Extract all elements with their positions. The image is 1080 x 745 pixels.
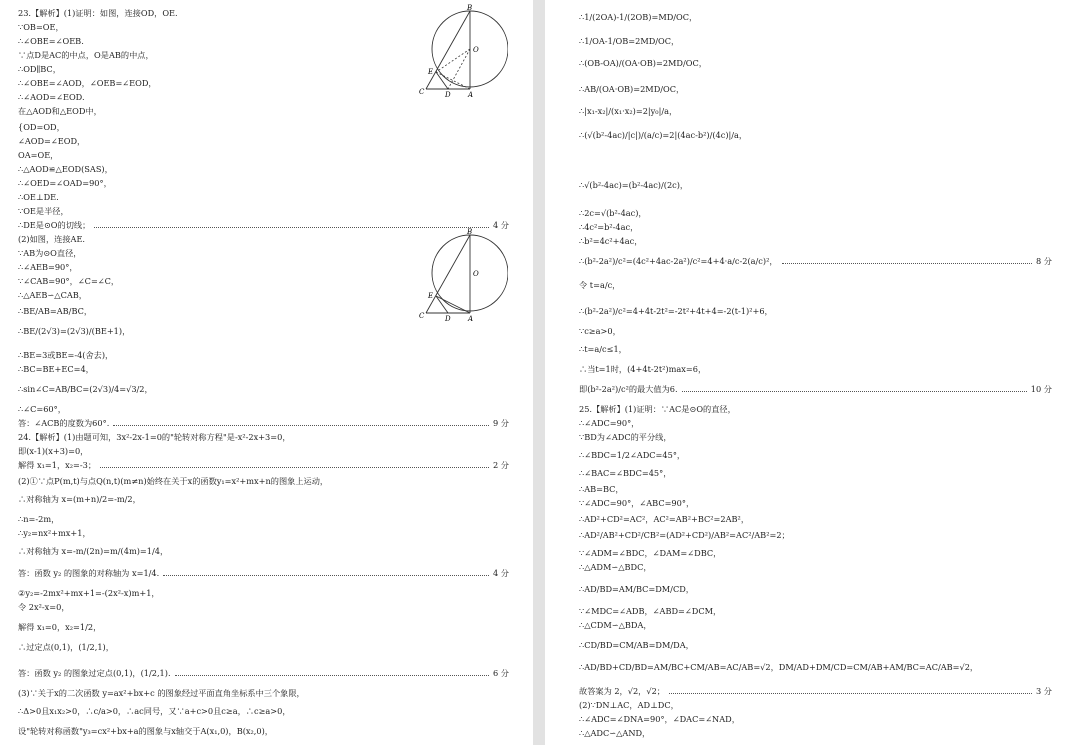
solution-line: ∴△AOD≌△EOD(SAS)， <box>18 164 113 174</box>
solution-line: ②y₂=-2mx²+mx+1=-(2x²-x)m+1， <box>18 588 160 598</box>
solution-line: 23.【解析】(1)证明：如图，连接OD，OE. <box>18 8 178 18</box>
solution-line: 设"轮转对称函数"y₃=cx²+bx+a的图象与x轴交于A(x₁,0)，B(x₂,0)， <box>18 726 273 736</box>
solution-line: ∴1/(2OA)-1/(2OB)=MD/OC， <box>579 12 698 22</box>
solution-line: ∴CD/BD=CM/AB=DM/DA， <box>579 640 694 650</box>
solution-line: ∴∠AOD=∠EOD. <box>18 92 85 102</box>
solution-line: 24.【解析】(1)由题可知，3x²-2x-1=0的"轮转对称方程"是-x²-2x+3=0， <box>18 432 291 442</box>
score-leader-dots <box>782 259 1032 264</box>
solution-line: 25.【解析】(1)证明：∵AC是⊙O的直径， <box>579 404 736 414</box>
solution-line: 令 t=a/c， <box>579 280 621 290</box>
label-B: B <box>467 4 473 12</box>
solution-line: ∴b²=4c²+4ac， <box>579 236 643 246</box>
score-label: 9 分 <box>493 418 509 428</box>
solution-line: 在△AOD和△EOD中， <box>18 106 102 116</box>
solution-line: ∴1/OA-1/OB=2MD/OC， <box>579 36 680 46</box>
solution-line: ∵∠ADC=90°，∠ABC=90°， <box>579 498 695 508</box>
solution-line: ∴AD/BD=AM/BC=DM/CD， <box>579 584 694 594</box>
score-label: 10 分 <box>1030 384 1052 394</box>
solution-line: ∴sin∠C=AB/BC=(2√3)/4=√3/2， <box>18 384 153 394</box>
solution-line: ∴2c=√(b²-4ac)， <box>579 208 647 218</box>
solution-line: (2)①∵点P(m,t)与点Q(n,t)(m≠n)始终在关于x的函数y₁=x²+mx+n的图象上运动， <box>18 476 329 486</box>
solution-line: ∴BE/AB=AB/BC， <box>18 306 93 316</box>
solution-line: ∴Δ>0且x₁x₂>0，∴c/a>0，∴ac同号，又∵a+c>0且c≥a，∴c≥a>0， <box>18 706 291 716</box>
label-A: A <box>468 315 474 322</box>
score-label: 4 分 <box>493 220 509 230</box>
solution-line: ∴y₂=nx²+mx+1， <box>18 528 91 538</box>
solution-line: ∴△ADC∽△AND， <box>579 728 651 738</box>
solution-line: ∵∠MDC=∠ADB，∠ABD=∠DCM， <box>579 606 722 616</box>
score-label: 6 分 <box>493 668 509 678</box>
solution-line: ∴∠ADC=90°， <box>579 418 640 428</box>
solution-line: ∵OB=OE， <box>18 22 64 32</box>
solution-line: ∴OD∥BC， <box>18 64 61 74</box>
page-gutter <box>533 0 545 745</box>
left-solution-lines <box>0 0 533 745</box>
label-C: C <box>419 312 425 320</box>
label-C: C <box>419 88 425 96</box>
circle-figure-1 <box>418 4 508 98</box>
solution-line: ∴(OB-OA)/(OA·OB)=2MD/OC， <box>579 58 707 68</box>
score-leader-dots <box>669 689 1032 694</box>
solution-line <box>18 668 509 678</box>
answer-page-right <box>545 0 1080 745</box>
solution-line <box>18 418 509 428</box>
circle-figure-2 <box>418 228 508 322</box>
solution-line: ∴∠BDC=1/2∠ADC=45°， <box>579 450 686 460</box>
line-text: 答：函数 y₂ 的图象过定点(0,1)，(1/2,1). <box>18 668 171 678</box>
solution-line: ∴AD/BD+CD/BD=AM/BC+CM/AB=AC/AB=√2，DM/AD+DM/CD=CM/AB+AM/BC=AC/AB=√2， <box>579 662 979 672</box>
label-D: D <box>445 91 451 98</box>
solution-line: ∴4c²=b²-4ac， <box>579 222 639 232</box>
solution-line: ∵c≥a>0， <box>579 326 621 336</box>
solution-line: ∠AOD=∠EOD， <box>18 136 86 146</box>
solution-line: ∴AB=BC， <box>579 484 624 494</box>
line-text: 即(b²-2a²)/c²的最大值为6. <box>579 384 678 394</box>
solution-line: ∴∠OBE=∠OEB. <box>18 36 84 46</box>
solution-line <box>579 256 1052 266</box>
solution-line: ∴∠ADC=∠DNA=90°，∠DAC=∠NAD， <box>579 714 740 724</box>
label-B: B <box>467 228 473 236</box>
line-text: 答：∠ACB的度数为60°. <box>18 418 110 428</box>
label-O: O <box>473 270 479 278</box>
score-leader-dots <box>175 671 489 676</box>
solution-line: ∴t=a/c≤1， <box>579 344 627 354</box>
label-O: O <box>473 46 479 54</box>
solution-line <box>579 384 1052 394</box>
solution-line: (3)∵关于x的二次函数 y=ax²+bx+c 的图象经过平面直角坐标系中三个象限， <box>18 688 305 698</box>
solution-line: ∴AD²+CD²=AC²，AC²=AB²+BC²=2AB²， <box>579 514 750 524</box>
solution-line: (2)∵DN⊥AC，AD⊥DC， <box>579 700 679 710</box>
solution-line: ∴过定点(0,1)，(1/2,1)， <box>18 642 114 652</box>
solution-line: ∴AB/(OA·OB)=2MD/OC， <box>579 84 685 94</box>
solution-line: ∴∠AEB=90°， <box>18 262 78 272</box>
solution-line: ∴BE=3或BE=-4(舍去)， <box>18 350 114 360</box>
solution-line: ∴AD²/AB²+CD²/CB²=(AD²+CD²)/AB²=AC²/AB²=2； <box>579 530 790 540</box>
solution-line: (2)如图，连接AE. <box>18 234 86 244</box>
solution-line <box>18 568 509 578</box>
solution-line: ∴(b²-2a²)/c²=4+4t-2t²=-2t²+4t+4=-2(t-1)²+6， <box>579 306 773 316</box>
score-label: 2 分 <box>493 460 509 470</box>
score-leader-dots <box>682 387 1027 392</box>
solution-line: {OD=OD， <box>18 122 65 132</box>
solution-line: ∵BD为∠ADC的平分线， <box>579 432 672 442</box>
solution-line: 解得 x₁=0，x₂=1/2， <box>18 622 102 632</box>
solution-line: OA=OE， <box>18 150 59 160</box>
solution-line <box>579 686 1052 696</box>
line-text: 解得 x₁=1，x₂=-3； <box>18 460 97 470</box>
solution-line: ∵∠ADM=∠BDC，∠DAM=∠DBC， <box>579 548 722 558</box>
solution-line: 令 2x²-x=0， <box>18 602 70 612</box>
solution-line: ∴△AEB∽△CAB， <box>18 290 87 300</box>
solution-line: ∵点D是AC的中点，O是AB的中点， <box>18 50 154 60</box>
solution-line: ∴|x₁-x₂|/(x₁·x₂)=2|y₀|/a， <box>579 106 678 116</box>
solution-line: ∴(√(b²-4ac)/|c|)/(a/c)=2|(4ac-b²)/(4c)|/a， <box>579 130 748 140</box>
answer-page-left <box>0 0 533 745</box>
score-leader-dots <box>113 421 489 426</box>
solution-line: ∵AB为⊙O直径， <box>18 248 82 258</box>
solution-line: ∵OE是半径， <box>18 206 69 216</box>
solution-line: ∴△ADM∽△BDC， <box>579 562 652 572</box>
solution-line: ∴△CDM∽△BDA， <box>579 620 652 630</box>
solution-line: ∴∠OBE=∠AOD，∠OEB=∠EOD， <box>18 78 157 88</box>
score-leader-dots <box>100 463 489 468</box>
label-A: A <box>468 91 474 98</box>
solution-line: ∴当t=1时，(4+4t-2t²)max=6， <box>579 364 707 374</box>
score-label: 3 分 <box>1036 686 1052 696</box>
line-text: ∴(b²-2a²)/c²=(4c²+4ac-2a²)/c²=4+4·a/c-2(a/c)²， <box>579 256 778 266</box>
label-D: D <box>445 315 451 322</box>
solution-line: ∴∠BAC=∠BDC=45°， <box>579 468 672 478</box>
solution-line: ∴√(b²-4ac)=(b²-4ac)/(2c)， <box>579 180 689 190</box>
line-text: ∴DE是⊙O的切线； <box>18 220 91 230</box>
line-text: 答：函数 y₂ 的图象的对称轴为 x=1/4. <box>18 568 160 578</box>
label-E: E <box>428 68 434 76</box>
score-label: 4 分 <box>493 568 509 578</box>
solution-line: ∴BC=BE+EC=4， <box>18 364 94 374</box>
label-E: E <box>428 292 434 300</box>
score-leader-dots <box>94 223 489 228</box>
solution-line: 即(x-1)(x+3)=0， <box>18 446 89 456</box>
line-text: 故答案为 2，√2，√2； <box>579 686 665 696</box>
solution-line: ∴OE⊥DE. <box>18 192 59 202</box>
solution-line: ∴∠OED=∠OAD=90°， <box>18 178 112 188</box>
solution-line: ∴BE/(2√3)=(2√3)/(BE+1)， <box>18 326 131 336</box>
solution-line: ∵∠CAB=90°，∠C=∠C， <box>18 276 120 286</box>
right-solution-lines <box>545 0 1080 745</box>
solution-line: ∴n=-2m， <box>18 514 60 524</box>
solution-line: ∴对称轴为 x=(m+n)/2=-m/2， <box>18 494 141 504</box>
solution-line: ∴∠C=60°， <box>18 404 66 414</box>
score-leader-dots <box>163 571 489 576</box>
score-label: 8 分 <box>1036 256 1052 266</box>
solution-line <box>18 460 509 470</box>
solution-line: ∴对称轴为 x=-m/(2n)=m/(4m)=1/4， <box>18 546 169 556</box>
